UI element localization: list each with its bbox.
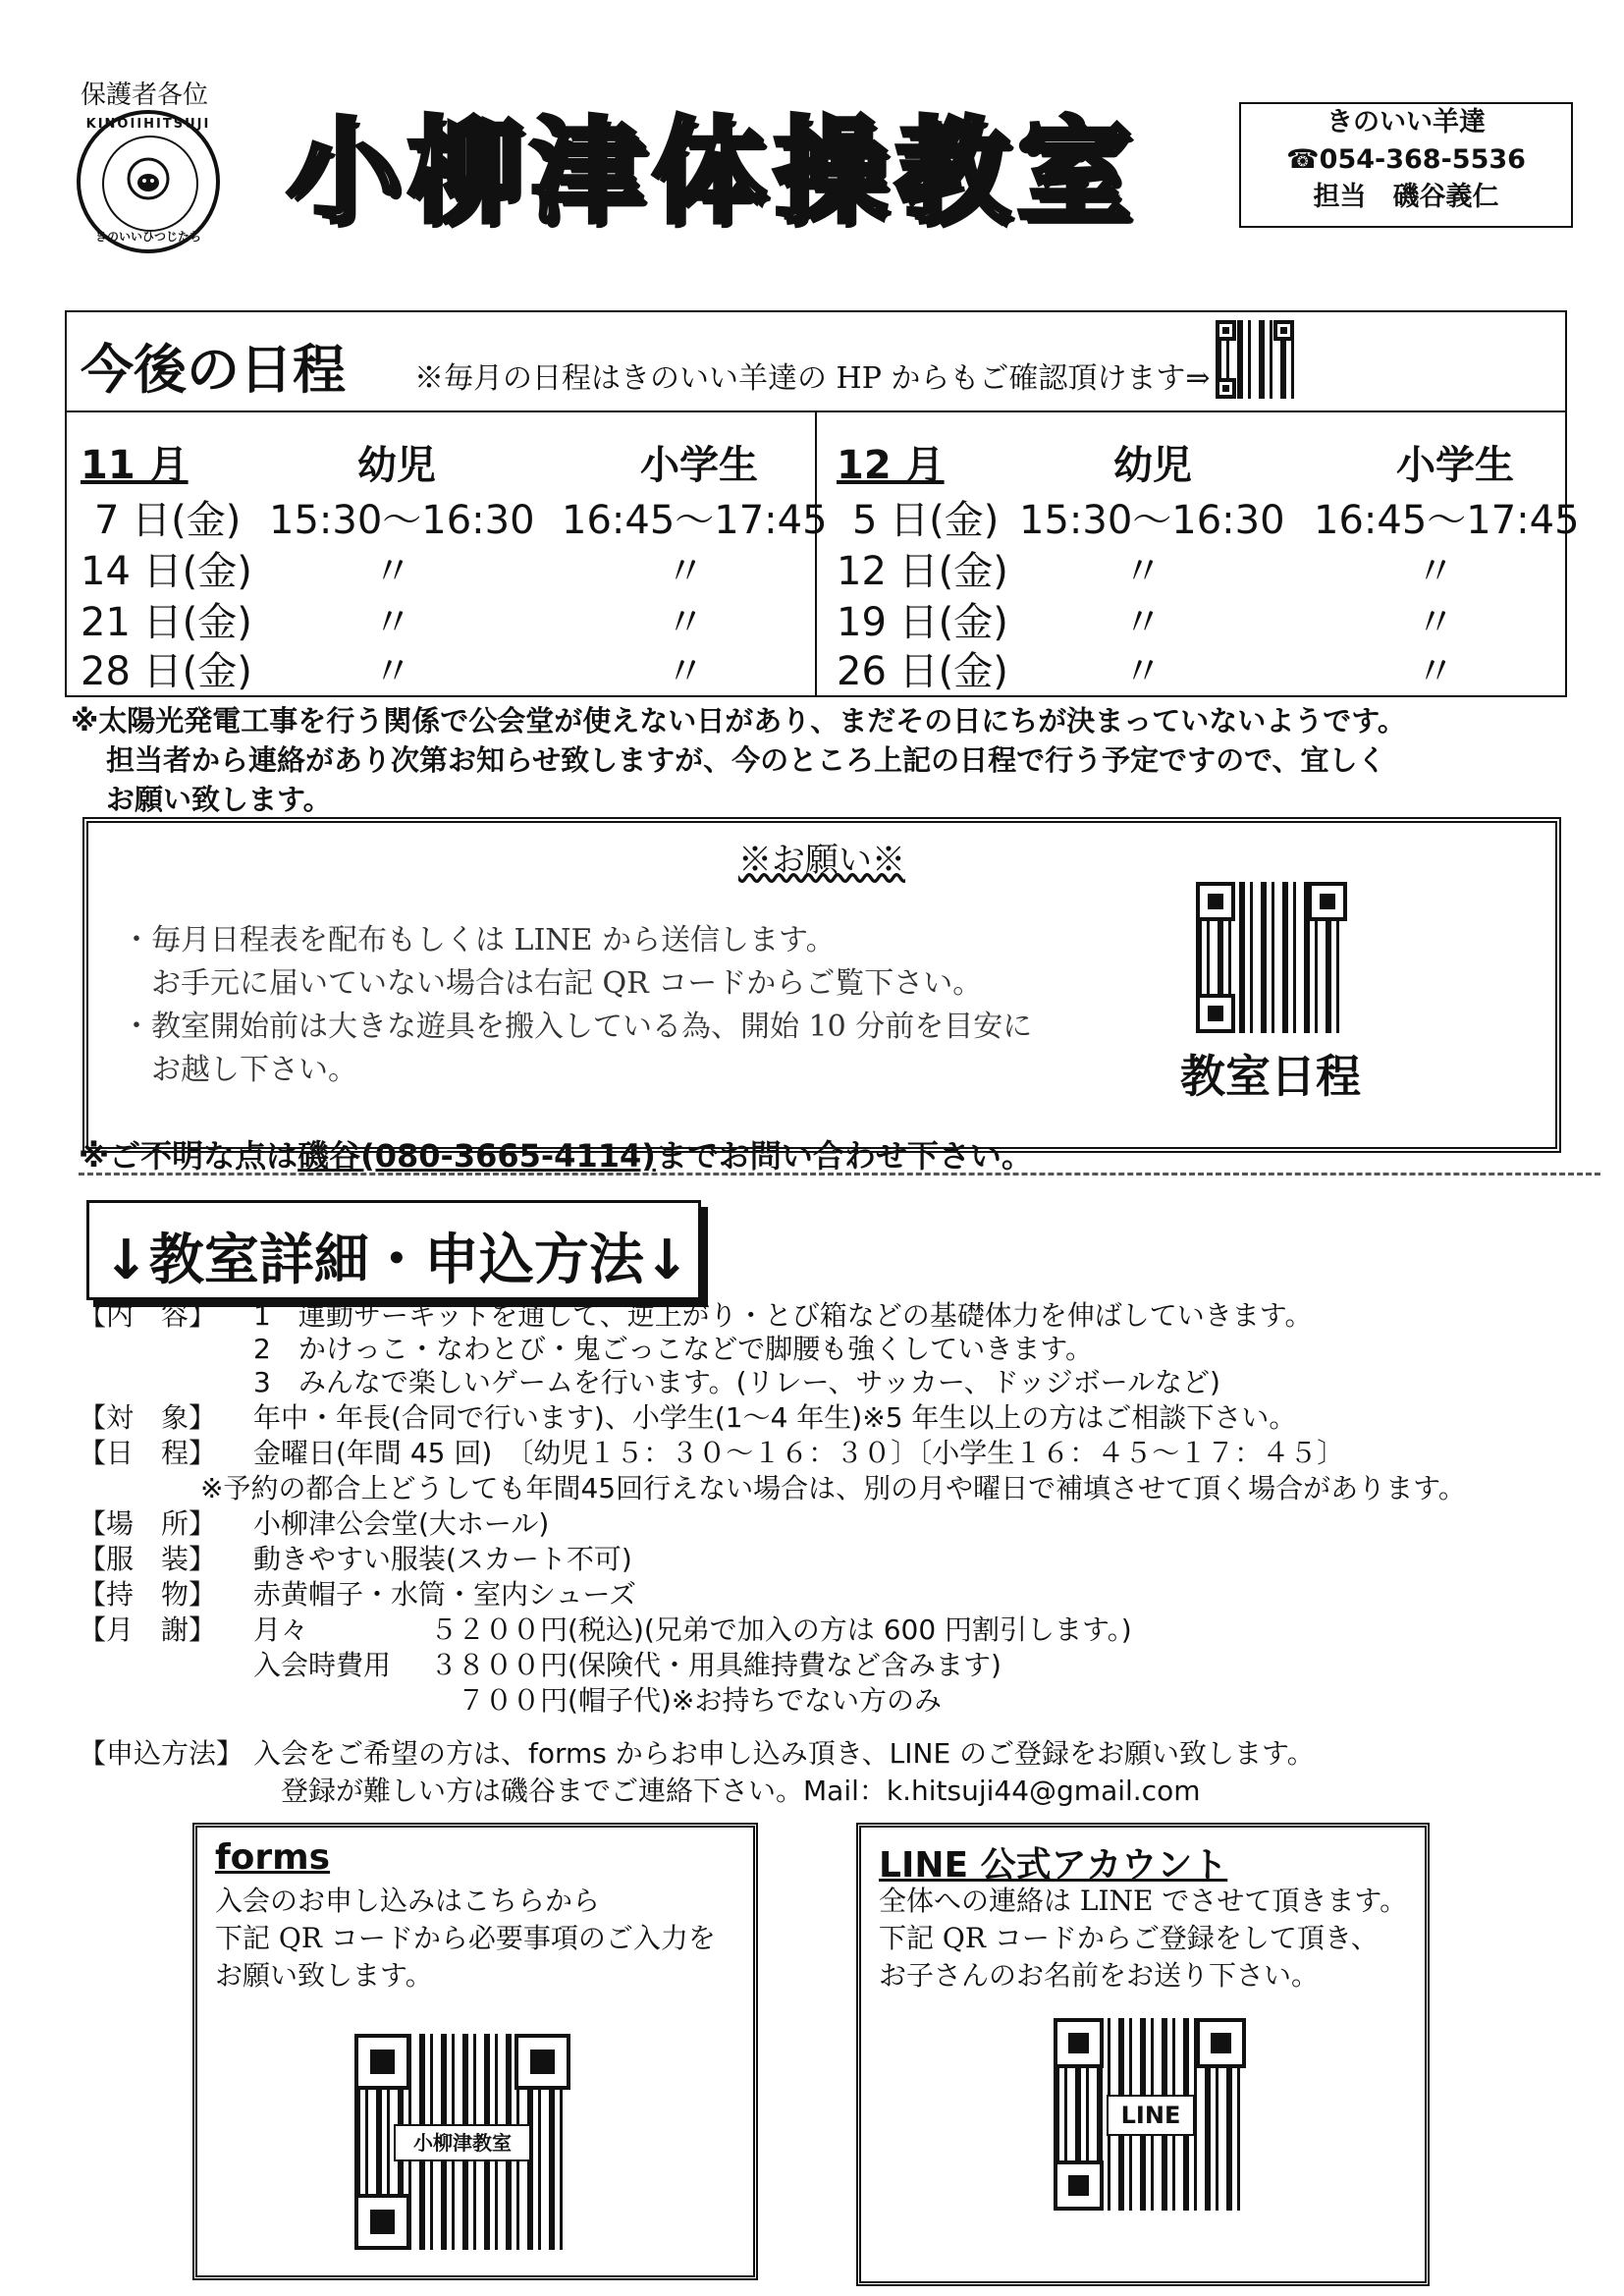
schedule-note: ※予約の都合上どうしても年間45回行えない場合は、別の月や曜日で補填させて頂く場合があります。 bbox=[200, 1472, 1466, 1504]
col-infant: 幼児 bbox=[357, 443, 436, 488]
schedule-infant-time: 〃 bbox=[373, 549, 412, 594]
schedule-value: 金曜日(年間 45 回) 〔幼児１５：３０～１６：３０〕〔小学生１６：４５～１７：４５〕 bbox=[253, 1437, 1345, 1469]
contact-phone: ☎054-368-5536 bbox=[1286, 144, 1526, 175]
col-infant: 幼児 bbox=[1113, 443, 1192, 488]
forms-title: forms bbox=[215, 1837, 331, 1878]
forms-box bbox=[192, 1823, 758, 2280]
month-label: 12 月 bbox=[837, 443, 945, 488]
schedule-qr-label: 教室日程 bbox=[1180, 1050, 1361, 1103]
line-title: LINE 公式アカウント bbox=[879, 1845, 1228, 1886]
forms-line: 下記 QR コードから必要事項のご入力を bbox=[215, 1922, 716, 1954]
col-elementary: 小学生 bbox=[1396, 443, 1514, 488]
target-label: 【対 象】 bbox=[79, 1401, 217, 1434]
forms-qr-label: 小柳津教室 bbox=[394, 2124, 531, 2161]
line-qr-label: LINE bbox=[1107, 2095, 1195, 2136]
apply-label: 【申込方法】 bbox=[79, 1737, 244, 1770]
schedule-elementary-time: 〃 bbox=[666, 600, 705, 645]
schedule-infant-time: 〃 bbox=[1123, 649, 1163, 694]
request-title: ※お願い※ bbox=[738, 841, 905, 880]
forms-line: お願い致します。 bbox=[215, 1959, 433, 1992]
schedule-elementary-time: 16:45～17:45 bbox=[1314, 498, 1580, 543]
contact-person: 担当 磯谷義仁 bbox=[1313, 182, 1499, 212]
place-value: 小柳津公会堂(大ホール) bbox=[253, 1507, 550, 1540]
forms-qr-code[interactable] bbox=[354, 2034, 570, 2250]
content-item: 3 みんなで楽しいゲームを行います。(リレー、サッカー、ドッジボールなど) bbox=[253, 1366, 1220, 1398]
schedule-date: 5 日(金) bbox=[852, 498, 1000, 543]
forms-text bbox=[215, 1883, 716, 1995]
line-text bbox=[879, 1883, 1407, 1995]
logo-text-bottom: きのいいひつじたち bbox=[94, 230, 201, 244]
schedule-divider bbox=[815, 410, 817, 695]
remark-line: ※太陽光発電工事を行う関係で公会堂が使えない日があり、まだその日にちが決まっていないようです。 bbox=[71, 704, 1406, 738]
schedule-date: 19 日(金) bbox=[837, 600, 1008, 645]
target-value: 年中・年長(合同で行います)、小学生(1～4 年生)※5 年生以上の方はご相談下さい。 bbox=[253, 1401, 1297, 1434]
logo-text-top: KINOIIHITSUJI bbox=[85, 117, 211, 132]
schedule-box bbox=[65, 310, 1580, 697]
request-item: ・教室開始前は大きな遊具を搬入している為、開始 10 分前を目安に bbox=[122, 1010, 1033, 1044]
place-label: 【場 所】 bbox=[79, 1507, 217, 1540]
schedule-date: 21 日(金) bbox=[81, 600, 252, 645]
schedule-header bbox=[67, 312, 1565, 412]
request-item: ・毎月日程表を配布もしくは LINE から送信します。 bbox=[122, 923, 836, 957]
apply-line: 入会をご希望の方は、forms からお申し込み頂き、LINE のご登録をお願い致します。 bbox=[253, 1737, 1315, 1770]
fee-name: 月々 bbox=[253, 1613, 309, 1646]
fee-amount: ５２００円 bbox=[430, 1613, 568, 1646]
forms-line: 入会のお申し込みはこちらから bbox=[215, 1885, 601, 1917]
schedule-elementary-time: 〃 bbox=[1416, 549, 1455, 594]
club-logo bbox=[77, 110, 220, 253]
inquiry-contact[interactable]: 磯谷(080-3665-4114) bbox=[298, 1137, 656, 1175]
schedule-infant-time: 〃 bbox=[373, 649, 412, 694]
cut-line bbox=[79, 1173, 1600, 1175]
month-label: 11 月 bbox=[81, 443, 189, 488]
line-line: お子さんのお名前をお送り下さい。 bbox=[879, 1959, 1320, 1992]
schedule-infant-time: 15:30～16:30 bbox=[269, 498, 535, 543]
fee-note: (保険代・用具維持費など含みます) bbox=[568, 1649, 1001, 1681]
hp-qr-code[interactable] bbox=[1216, 320, 1294, 399]
schedule-elementary-time: 〃 bbox=[666, 549, 705, 594]
fee-amount: ７００円 bbox=[458, 1684, 568, 1717]
schedule-elementary-time: 〃 bbox=[666, 649, 705, 694]
schedule-infant-time: 15:30～16:30 bbox=[1019, 498, 1285, 543]
schedule-infant-time: 〃 bbox=[1123, 600, 1163, 645]
sheep-icon bbox=[120, 153, 177, 204]
content-item: 2 かけっこ・なわとび・鬼ごっこなどで脚腰も強くしていきます。 bbox=[253, 1333, 1094, 1365]
contact-box bbox=[1239, 102, 1573, 228]
page-title: 小柳津体操教室 bbox=[287, 106, 1139, 239]
schedule-infant-time: 〃 bbox=[373, 600, 412, 645]
fee-amount: ３８００円 bbox=[430, 1649, 568, 1681]
inquiry-suffix: までお問い合わせ下さい。 bbox=[655, 1137, 1033, 1175]
schedule-date: 12 日(金) bbox=[837, 549, 1008, 594]
fee-note: (帽子代)※お持ちでない方のみ bbox=[568, 1684, 943, 1717]
schedule-date: 14 日(金) bbox=[81, 549, 252, 594]
schedule-qr-code[interactable] bbox=[1196, 882, 1347, 1033]
schedule-elementary-time: 〃 bbox=[1416, 600, 1455, 645]
schedule-remark bbox=[71, 701, 1563, 819]
schedule-elementary-time: 〃 bbox=[1416, 649, 1455, 694]
schedule-note: ※毎月の日程はきのいい羊達の HP からもご確認頂けます⇒ bbox=[414, 361, 1211, 396]
content-label: 【内 容】 bbox=[79, 1299, 217, 1332]
remark-line: お願い致します。 bbox=[106, 783, 332, 816]
apply-line: 登録が難しい方は磯谷までご連絡下さい。Mail：k.hitsuji44@gmail.com bbox=[281, 1775, 1201, 1807]
request-item: お越し下さい。 bbox=[122, 1053, 357, 1087]
line-qr-code[interactable] bbox=[1054, 2018, 1246, 2211]
request-list bbox=[122, 919, 1032, 1092]
details-title: ↓教室詳細・申込方法↓ bbox=[103, 1229, 690, 1292]
fee-note: (税込)(兄弟で加入の方は 600 円割引します。) bbox=[568, 1613, 1132, 1646]
schedule-date: 26 日(金) bbox=[837, 649, 1008, 694]
inquiry-prefix: ※ご不明な点は bbox=[79, 1137, 298, 1175]
col-elementary: 小学生 bbox=[640, 443, 758, 488]
line-line: 全体への連絡は LINE でさせて頂きます。 bbox=[879, 1885, 1408, 1917]
inquiry-line bbox=[79, 1131, 1033, 1176]
schedule-label: 【日 程】 bbox=[79, 1437, 217, 1469]
request-box bbox=[82, 817, 1561, 1153]
addressee: 保護者各位 bbox=[81, 81, 209, 110]
schedule-date: 7 日(金) bbox=[94, 498, 242, 543]
schedule-elementary-time: 16:45～17:45 bbox=[562, 498, 828, 543]
line-line: 下記 QR コードからご登録をして頂き、 bbox=[879, 1922, 1379, 1954]
line-box bbox=[856, 1823, 1430, 2286]
remark-line: 担当者から連絡があり次第お知らせ致しますが、今のところ上記の日程で行う予定ですので、宜しく bbox=[106, 743, 1386, 777]
schedule-date: 28 日(金) bbox=[81, 649, 252, 694]
items-label: 【持 物】 bbox=[79, 1578, 217, 1611]
schedule-infant-time: 〃 bbox=[1123, 549, 1163, 594]
contact-org: きのいい羊達 bbox=[1326, 107, 1486, 137]
clothes-value: 動きやすい服装(スカート不可) bbox=[253, 1543, 632, 1575]
fee-name: 入会時費用 bbox=[253, 1649, 392, 1681]
request-item: お手元に届いていない場合は右記 QR コードからご覧下さい。 bbox=[122, 966, 983, 1001]
content-item: 1 運動サーキットを通して、逆上がり・とび箱などの基礎体力を伸ばしていきます。 bbox=[253, 1299, 1313, 1332]
items-value: 赤黄帽子・水筒・室内シューズ bbox=[253, 1578, 637, 1611]
details-title-box bbox=[86, 1200, 701, 1300]
clothes-label: 【服 装】 bbox=[79, 1543, 217, 1575]
fee-label: 【月 謝】 bbox=[79, 1613, 217, 1646]
schedule-title: 今後の日程 bbox=[81, 339, 346, 401]
